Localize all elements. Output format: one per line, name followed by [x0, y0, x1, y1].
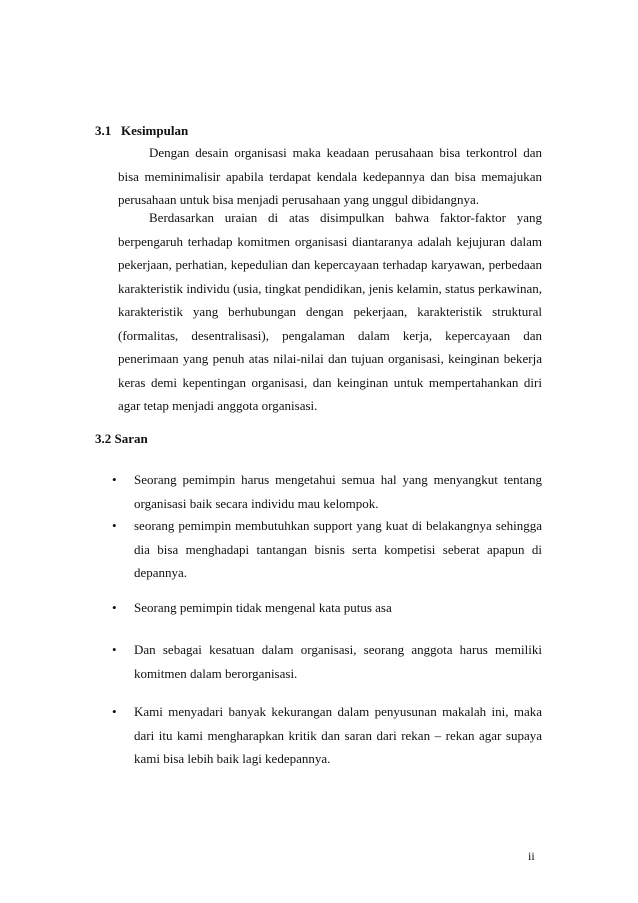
section-heading-kesimpulan: [95, 123, 188, 139]
paragraph-2: Berdasarkan uraian di atas disimpulkan bahwa faktor-faktor yang berpengaruh terhadap komitmen organisasi diantaranya adalah kejujuran dalam pekerjaan, perhatian, kepedulian dan kepercayaan terhadap karyawan, perbedaan karakteristik individu (usia, tingkat pendidikan, jenis kelamin, status perkawinan, karakteristik yang berhubungan dengan pekerjaan, karakteristik struktural (formalitas, desentralisasi), pengalaman dalam kerja, kepercayaan dan penerimaan yang penuh atas nilai-nilai dan tujuan organisasi, keinginan bekerja keras demi kepentingan organisasi, dan keinginan untuk mempertahankan diri agar tetap menjadi anggota organisasi.: [118, 210, 542, 413]
page-number: ii: [528, 849, 535, 863]
list-item-text: Dan sebagai kesatuan dalam organisasi, seorang anggota harus memiliki komitmen dalam berorganisasi.: [134, 642, 542, 681]
bullet-icon: •: [112, 472, 117, 487]
bullet-icon: •: [112, 704, 117, 719]
list-item-text: seorang pemimpin membutuhkan support yang kuat di belakangnya sehingga dia bisa menghadapi tantangan bisnis serta kompetisi seberat apapun di depannya.: [134, 518, 542, 580]
list-item-text: Seorang pemimpin harus mengetahui semua hal yang menyangkut tentang organisasi baik secara individu mau kelompok.: [134, 472, 542, 511]
section-heading-saran: 3.2 Saran: [95, 431, 148, 446]
bullet-icon: •: [112, 600, 117, 615]
list-item-text: Seorang pemimpin tidak mengenal kata putus asa: [134, 600, 392, 615]
paragraph-1: Dengan desain organisasi maka keadaan perusahaan bisa terkontrol dan bisa meminimalisir apabila terdapat kendala kedepannya dan bisa memajukan perusahaan untuk bisa menjadi perusahaan yang unggul dibidangnya.: [118, 145, 542, 207]
section-number: 3.1: [95, 123, 112, 138]
bullet-icon: •: [112, 518, 117, 533]
list-item-text: Kami menyadari banyak kekurangan dalam penyusunan makalah ini, maka dari itu kami mengharapkan kritik dan saran dari rekan – rekan agar supaya kami bisa lebih baik lagi kedepannya.: [134, 704, 542, 766]
section-title: Kesimpulan: [121, 123, 189, 138]
bullet-icon: •: [112, 642, 117, 657]
